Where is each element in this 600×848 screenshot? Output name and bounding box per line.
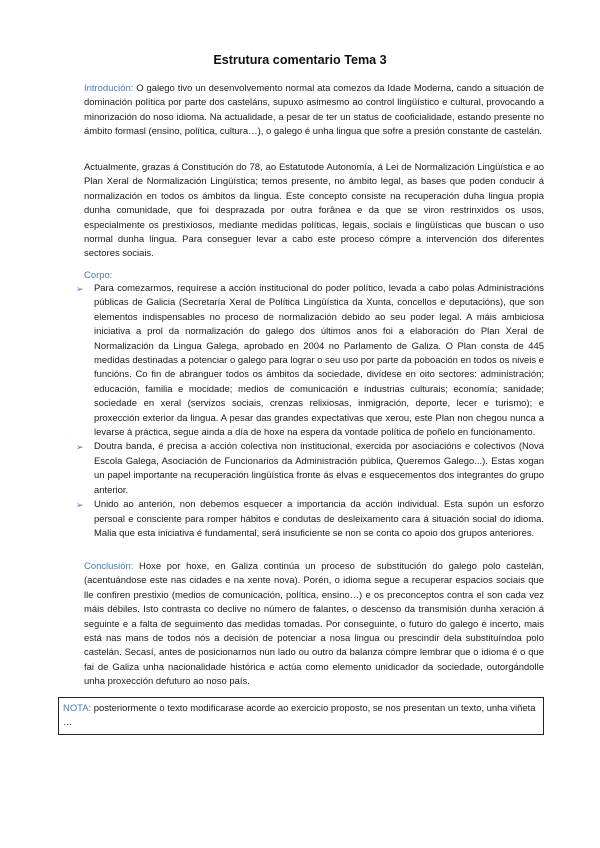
corpo-bullet-list [76, 282, 544, 541]
nota-box [58, 697, 544, 735]
list-item [76, 282, 544, 440]
corpo-label: Corpo: [84, 270, 113, 281]
arrowhead-bullet-icon: ➢ [76, 442, 84, 453]
arrowhead-bullet-icon: ➢ [76, 284, 84, 294]
list-item-text: Para comezarmos, requírese a acción institucional do poder político, levada a cabo polas Administracións públicas de Galicia (Secretaría Xeral de Política Lingüística da Xunta, concellos e deputacións), que son elementos indispensables no proceso de normalización debido ao seu poder legal. A máis ambiciosa iniciativa a prol da normalización do galego dos últimos anos foi a elaboración do Plan Xeral de Normalización da Lingua Galega, aprobado en 2004 no Parlamento de Galiza. O Plan consta de 445 medidas destinadas a potenciar o galego para lograr o seu uso por parte da poboación en todos os niveis e funcións. Co fin de abranguer todos os ámbitos da sociedade, divídese en oito sectores: administración; educación, familia e mocidade; medios de comunicación e industrias culturais; economía; sanidade; sociedade en xeral (servizos sociais, crenzas relixiosas, inmigración, deporte, lecer e turismo); e proxección exterior da lingua. A pesar das grandes expectativas que xerou, este Plan non chegou nunca a levarse á práctica, segue ainda a día de hoxe na espera da vontade política de poñelo en funcionamento. [94, 283, 544, 439]
nota-label: NOTA: [63, 703, 92, 714]
list-item-text: Unido ao anterión, non debemos esquecer a importancia da acción individual. Esta supón un esforzo persoal e consciente para romper hábitos e condutas de desleixamento cara á situación social do idioma. Malia que esta iniciativa é fundamental, será insuficiente se non se conta co apoio dos grupos anteriores. [94, 499, 544, 539]
context-paragraph: Actualmente, grazas á Constitución do 78, ao Estatutode Autonomía, á Lei de Normalización Lingüística e ao Plan Xeral de Normalización Lingüística; temos presente, no ámbito legal, as bases que poden conducir á normalización en todos os ámbitos da lingua. Este concepto consiste na recuperación duha lingua propia dunha comunidade, que foi desprazada por outra forânea e da que se viron restrinxidos os usos, especialmente os prestixiosos, mediante medidas políticas, legais, sociais e lingüísticas que buscan o uso normal dunha lingua. Para conseguer levar a cabo este proceso cómpre a intervención dos diferentes sectores sociais. [84, 162, 544, 260]
intro-label: Introdución: [84, 83, 134, 94]
intro-text: O galego tivo un desenvolvemento normal ata comezos da Idade Moderna, cando a situación de dominación política por parte dos casteláns, supuxo asimesmo ao control lingüístico e cultural, provocando a minorización do noso idioma. Na actualidade, a pesar de ter un status de cooficialidade, estando presente no ámbito formasl (ensino, política, cultura…), o galego é unha lingua que sofre a presión constante de castelán. [84, 83, 544, 138]
conclusion-paragraph [84, 560, 544, 690]
nota-text: posteriormente o texto modificarase acorde ao exercicio proposto, se nos presentan un texto, unha viñeta … [63, 703, 536, 729]
intro-paragraph [84, 82, 544, 140]
conclusion-label: Conclusión: [84, 561, 134, 572]
list-item [76, 498, 544, 541]
page-title: Estrutura comentario Tema 3 [213, 53, 387, 67]
arrowhead-bullet-icon: ➢ [76, 500, 84, 511]
list-item [76, 440, 544, 498]
conclusion-text: Hoxe por hoxe, en Galiza continúa un proceso de substitución do galego polo castelán, (acentuándose este nas cidades e na xente nova). Porén, o idioma segue a recuperar espacios sociais que lle confiren prestixio (medios de comunicación, política, ensino…) e os preconceptos contra el son cada vez máis débiles. Isto contrasta co declive no número de falantes, o descenso da transmisión dunha xeración á seguinte e a falta de seguimento das medidas tomadas. Por conseguinte, o futuro do galego é incerto, mais está nas mans de todos nós a decisión de potenciar a nosa lingua ou prescindir dela substituíndoa polo castelán. Secasí, antes de posicionarnos nun lado ou outro da balanza cómpre lembrar que o idioma é o que fai de Galiza unha nacionalidade histórica e actúa como elemento unidicador da sociedade, outorgándolle unha proxección defuturo ao noso país. [84, 561, 544, 688]
list-item-text: Doutra banda, é precisa a acción colectiva non institucional, exercida por asociacións e colectivos (Nova Escola Galega, Asociación de Funcionarios da Administración pública, Queremos Galego...). Estas xogan un papel importante na recuperación lingüística fronte ás elvas e esquecementos dos integrantes do grupo anterior. [94, 441, 544, 496]
